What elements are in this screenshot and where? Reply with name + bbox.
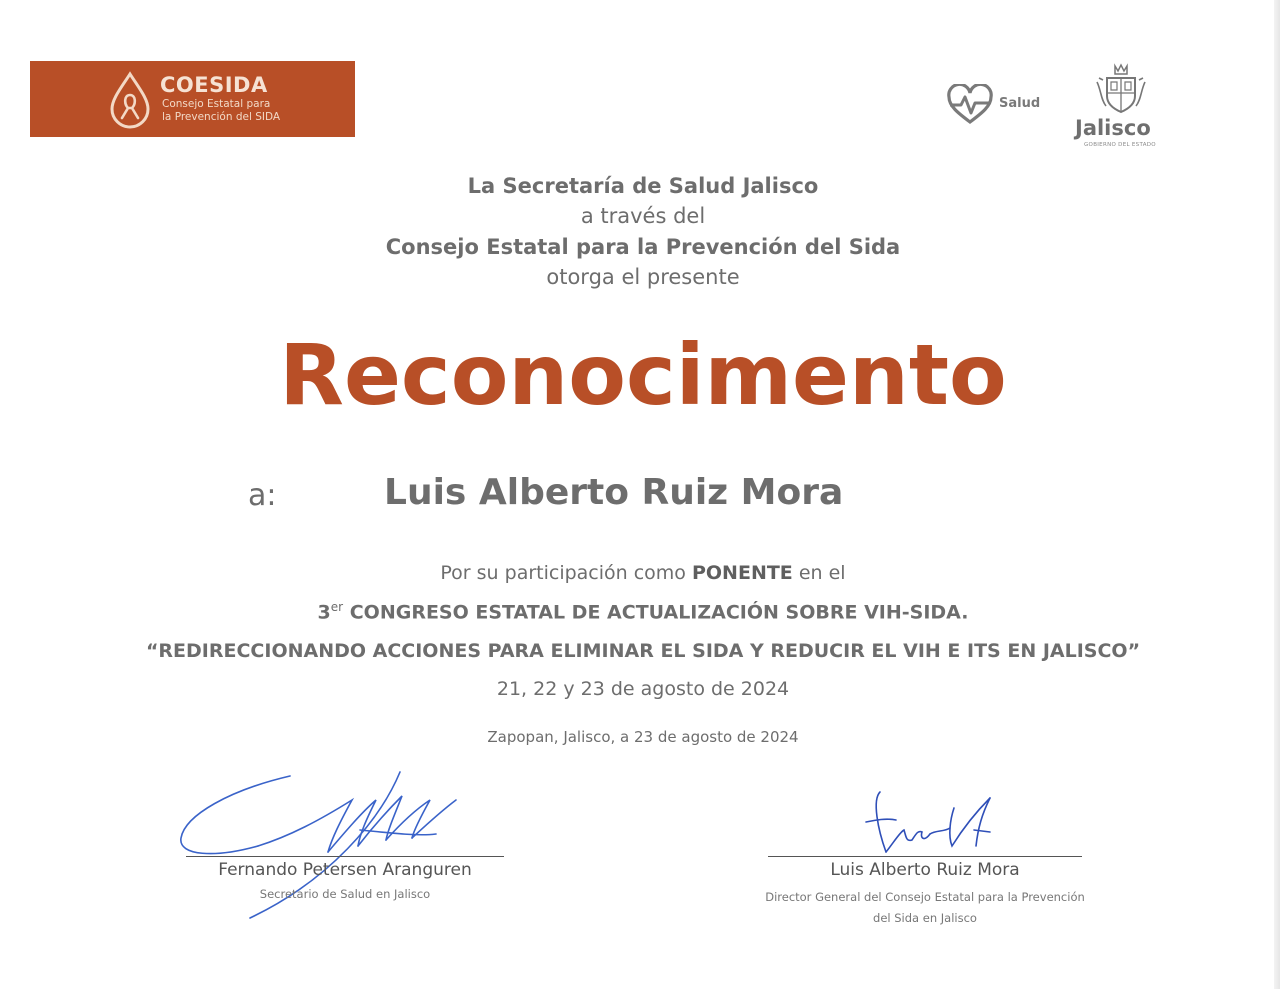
right-signatory-role-line1: Director General del Consejo Estatal para la Prevención: [765, 890, 1085, 904]
salud-label: Salud: [999, 96, 1041, 111]
participation-text: Por su participación como: [440, 562, 686, 584]
coesida-subtitle-line2: la Prevención del SIDA: [162, 111, 281, 123]
coesida-brand: COESIDA: [160, 73, 268, 97]
place-date-line: Zapopan, Jalisco, a 23 de agosto de 2024: [487, 728, 799, 746]
recipient-prefix: a:: [248, 478, 277, 513]
gobierno-label: GOBIERNO DEL ESTADO: [1084, 142, 1156, 148]
certificate-title: Reconocimento: [279, 326, 1007, 424]
right-signatory-role-line2: del Sida en Jalisco: [873, 911, 977, 925]
left-signatory-role: Secretario de Salud en Jalisco: [259, 887, 431, 901]
left-signature-line: [186, 856, 504, 857]
intro-line-4: otorga el presente: [546, 265, 740, 289]
dates-line: 21, 22 y 23 de agosto de 2024: [496, 678, 790, 700]
right-signature-mark: [866, 792, 990, 852]
coesida-subtitle-line1: Consejo Estatal para: [162, 98, 271, 110]
congreso-number: 3: [317, 601, 331, 624]
right-signature-line: [768, 856, 1082, 857]
intro-line-1: La Secretaría de Salud Jalisco: [467, 174, 819, 198]
congreso-ordinal: er: [330, 600, 344, 614]
recipient-name: Luis Alberto Ruiz Mora: [384, 472, 844, 513]
right-signatory-name: Luis Alberto Ruiz Mora: [830, 860, 1020, 880]
intro-line-2: a través del: [580, 204, 706, 228]
lema-line: “REDIRECCIONANDO ACCIONES PARA ELIMINAR EL SIDA Y REDUCIR EL VIH E ITS EN JALISCO”: [145, 640, 1141, 662]
intro-line-3: Consejo Estatal para la Prevención del Sida: [385, 235, 901, 259]
left-signatory-name: Fernando Petersen Aranguren: [218, 860, 472, 880]
participation-role: PONENTE: [691, 562, 793, 584]
congreso-text: CONGRESO ESTATAL DE ACTUALIZACIÓN SOBRE VIH-SIDA.: [349, 601, 969, 624]
jalisco-label: Jalisco: [1075, 116, 1151, 140]
participation-suffix: en el: [798, 562, 846, 584]
